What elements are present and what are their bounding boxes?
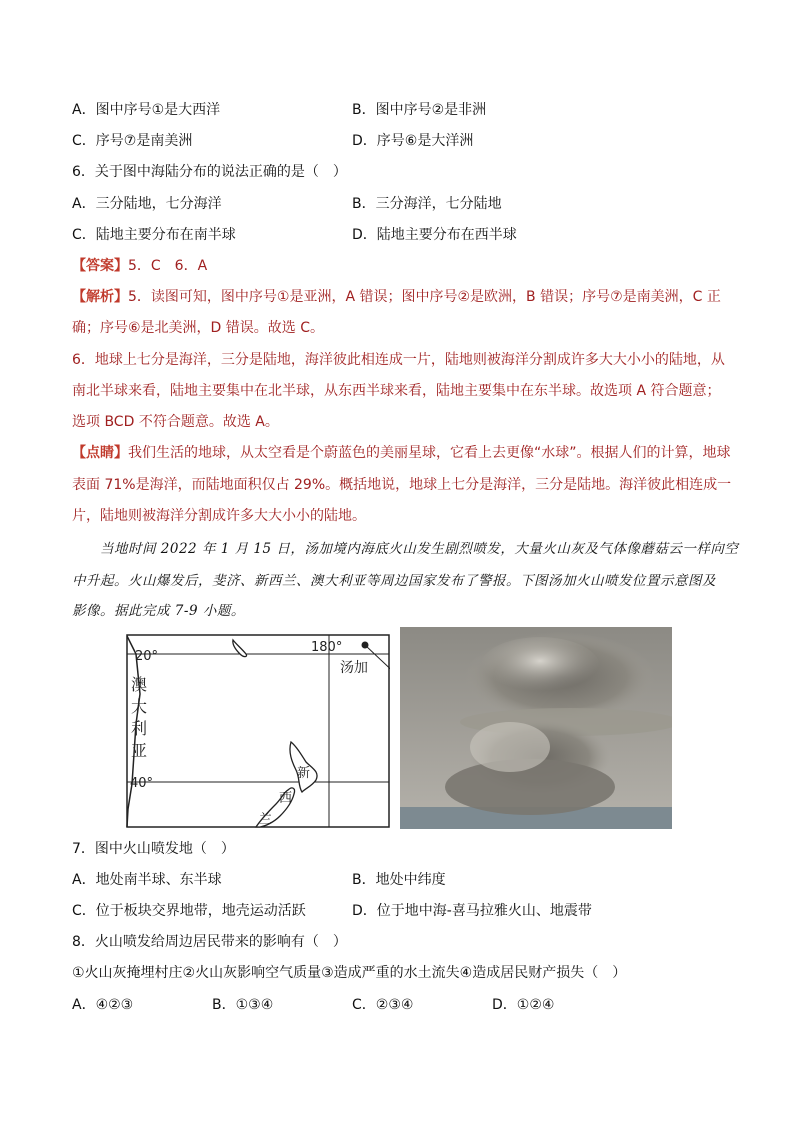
- volcano-eruption-photo: [400, 627, 672, 829]
- q7-option-d: D．位于地中海-喜马拉雅火山、地震带: [352, 903, 592, 919]
- australia-label-1: 澳: [131, 675, 148, 694]
- comment-text-1: 我们生活的地球，从太空看是个蔚蓝色的美丽星球，它看上去更像“水球”。根据人们的计算，地球: [128, 445, 731, 461]
- tonga-location-map: [126, 634, 390, 828]
- analysis-tag: 【解析】: [72, 289, 128, 305]
- q6-stem: 6．关于图中海陆分布的说法正确的是（ ）: [72, 164, 347, 180]
- passage-line-1: 当地时间 2022 年 1 月 15 日，汤加境内海底火山发生剧烈喷发，大量火山灰及气体像蘑菇云一样向空: [100, 541, 739, 557]
- q8-option-a: A．④②③: [72, 997, 134, 1013]
- passage-line-3: 影像。据此完成 7-9 小题。: [72, 603, 245, 619]
- q5-option-c: C．序号⑦是南美洲: [72, 133, 193, 149]
- analysis-line-1: [72, 287, 721, 307]
- answer-line: [72, 256, 207, 276]
- comment-tag: 【点睛】: [72, 445, 128, 461]
- q6-option-a: A．三分陆地，七分海洋: [72, 196, 222, 212]
- q7-option-c: C．位于板块交界地带，地壳运动活跃: [72, 903, 306, 919]
- nz-label-2: 西: [279, 791, 293, 806]
- q7-stem: 7．图中火山喷发地（ ）: [72, 841, 235, 857]
- q8-option-d: D．①②④: [492, 997, 555, 1013]
- analysis-line-5: 选项 BCD 不符合题意。故选 A。: [72, 414, 279, 430]
- q6-option-d: D．陆地主要分布在西半球: [352, 227, 517, 243]
- comment-line-3: 片，陆地则被海洋分割成许多大大小小的陆地。: [72, 508, 366, 524]
- comment-line-2: 表面 71%是海洋，而陆地面积仅占 29%。概括地说，地球上七分是海洋，三分是陆地。海洋彼此相连成一: [72, 477, 732, 493]
- comment-line-1: [72, 443, 731, 463]
- australia-label-2: 大: [131, 697, 148, 716]
- q6-option-c: C．陆地主要分布在南半球: [72, 227, 236, 243]
- tonga-label: 汤加: [340, 660, 368, 676]
- analysis-line-4: 南北半球来看，陆地主要集中在北半球，从东西半球来看，陆地主要集中在东半球。故选项 A 符合题意；: [72, 383, 721, 399]
- analysis-text-1: 5．读图可知，图中序号①是亚洲，A 错误；图中序号②是欧洲，B 错误；序号⑦是南美洲，C 正: [128, 289, 721, 305]
- q5-option-d: D．序号⑥是大洋洲: [352, 133, 474, 149]
- q7-option-a: A．地处南半球、东半球: [72, 872, 222, 888]
- q8-option-b: B．①③④: [212, 997, 274, 1013]
- passage-line-2: 中升起。火山爆发后，斐济、新西兰、澳大利亚等周边国家发布了警报。下图汤加火山喷发位置示意图及: [72, 573, 716, 589]
- nz-label-3: 兰: [259, 812, 273, 827]
- cloud-light-patch: [470, 722, 550, 772]
- australia-label-3: 利: [131, 719, 148, 738]
- cloud-highlight: [480, 637, 600, 697]
- q7-option-b: B．地处中纬度: [352, 872, 446, 888]
- q8-option-c: C．②③④: [352, 997, 414, 1013]
- q5-option-a: A．图中序号①是大西洋: [72, 102, 221, 118]
- q8-items: ①火山灰掩埋村庄②火山灰影响空气质量③造成严重的水土流失④造成居民财产损失（ ）: [72, 965, 627, 981]
- q8-stem: 8．火山喷发给周边居民带来的影响有（ ）: [72, 934, 347, 950]
- lat-20-label: 20°: [135, 649, 159, 664]
- answer-text: 5．C 6．A: [128, 258, 208, 274]
- q6-option-b: B．三分海洋，七分陆地: [352, 196, 502, 212]
- lon-180-label: 180°: [311, 640, 343, 655]
- answer-tag: 【答案】: [72, 258, 128, 274]
- nz-label-1: 新: [297, 766, 311, 781]
- lat-40-label: 40°: [130, 776, 154, 791]
- analysis-line-3: 6．地球上七分是海洋，三分是陆地，海洋彼此相连成一片，陆地则被海洋分割成许多大大小小的陆地，从: [72, 352, 725, 368]
- analysis-line-2: 确；序号⑥是北美洲，D 错误。故选 C。: [72, 320, 325, 336]
- australia-label-4: 亚: [131, 741, 148, 760]
- q5-option-b: B．图中序号②是非洲: [352, 102, 487, 118]
